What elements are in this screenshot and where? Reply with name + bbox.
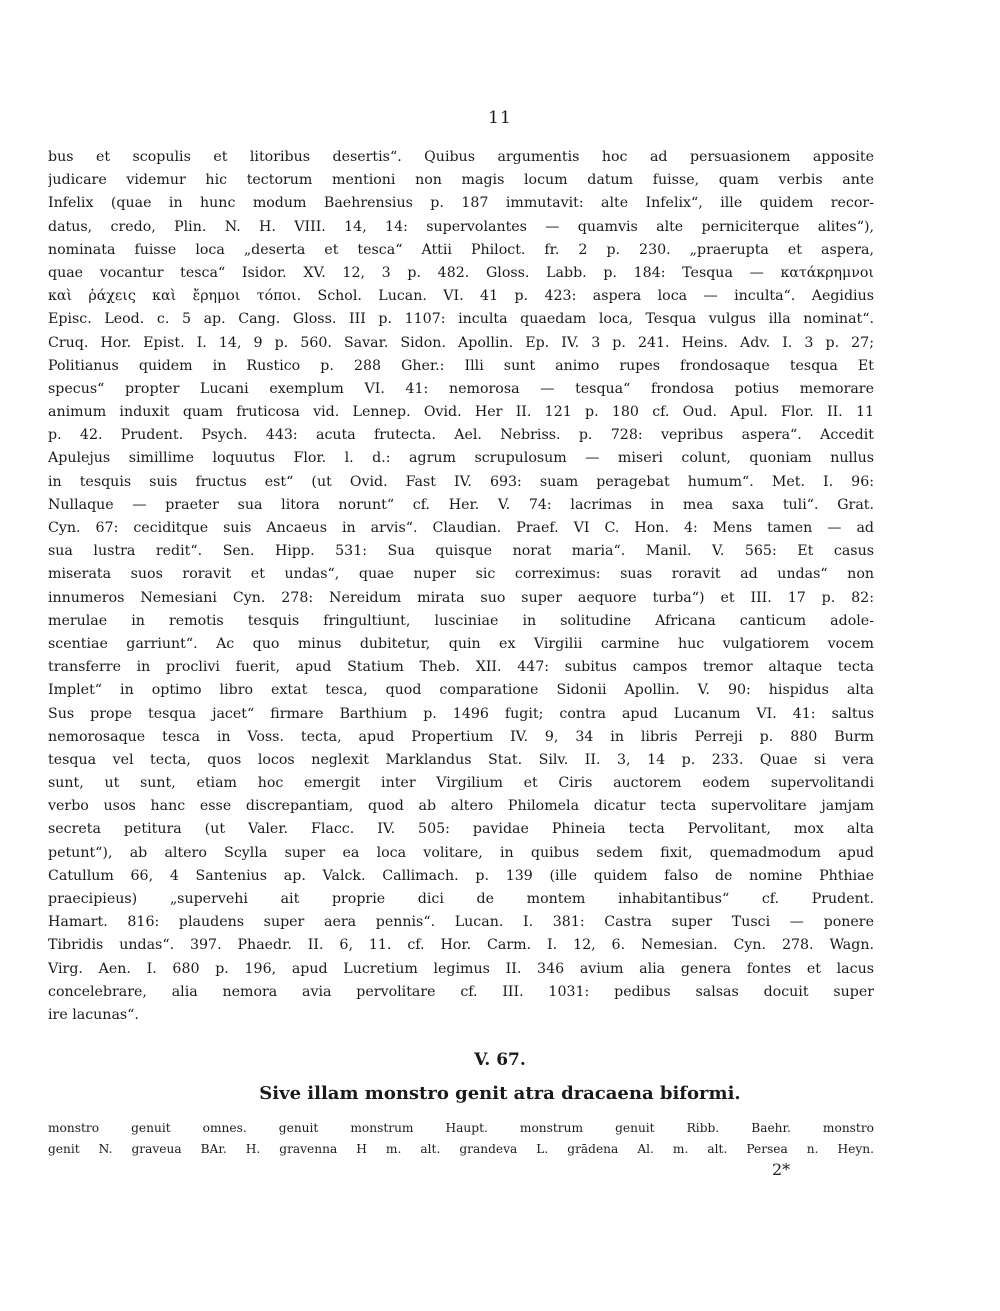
page-number: 11	[488, 108, 512, 128]
text-line: Cruq. Hor. Epist. I. 14, 9 p. 560. Savar. Sidon. Apollin. Ep. IV. 3 p. 241. Heins. Adv. I. 3 p. 27;	[48, 334, 874, 351]
text-line: Tibridis undas“. 397. Phaedr. II. 6, 11. cf. Hor. Carm. I. 12, 6. Nemesian. Cyn. 278. Wagn.	[48, 937, 874, 954]
apparatus-line: genit N. graveua BAr. H. gravenna H m. alt. grandeva L. grādena Al. m. alt. Persea n. Heyn.	[48, 1142, 874, 1156]
text-line: in tesquis suis fructus est“ (ut Ovid. Fast IV. 693: suam peragebat humum“. Met. I. 96:	[48, 473, 874, 490]
text-line: specus“ propter Lucani exemplum VI. 41: nemorosa — tesqua“ frondosa potius memorare	[48, 380, 874, 397]
text-line: nemorosaque tesca in Voss. tecta, apud Propertium IV. 9, 34 in libris Perreji p. 880 Burm	[48, 728, 874, 745]
text-line: secreta petitura (ut Valer. Flacc. IV. 505: pavidae Phineia tecta Pervolitant, mox alta	[48, 821, 874, 838]
text-line: sunt, ut sunt, etiam hoc emergit inter Virgilium et Ciris auctorem eodem supervolitandi	[48, 775, 874, 792]
text-line: praecipieus) „supervehi ait proprie dici de montem inhabitantibus“ cf. Prudent.	[48, 891, 874, 907]
text-line: nominata fuisse loca „deserta et tesca“ Attii Philoct. fr. 2 p. 230. „praerupta et aspera,	[48, 241, 874, 258]
critical-apparatus	[48, 1118, 874, 1160]
text-line: Hamart. 816: plaudens super aera pennis“. Lucan. I. 381: Castra super Tusci — ponere	[48, 914, 874, 931]
text-line: tesqua vel tecta, quos locos neglexit Marklandus Stat. Silv. II. 3, 14 p. 233. Quae si vera	[48, 751, 874, 768]
text-line: judicare videmur hic tectorum mentioni non magis locum datum fuisse, quam verbis ante	[48, 172, 874, 189]
text-line: Virg. Aen. I. 680 p. 196, apud Lucretium legimus II. 346 avium alia genera fontes et lacus	[48, 960, 874, 977]
text-line: Sus prope tesqua jacet“ firmare Barthium p. 1496 fugit; contra apud Lucanum VI. 41: saltus	[48, 705, 874, 722]
text-line: Cyn. 67: ceciditque suis Ancaeus in arvis“. Claudian. Praef. VI C. Hon. 4: Mens tamen — ad	[48, 520, 874, 536]
text-line: merulae in remotis tesquis fringultiunt, lusciniae in solitudine Africana canticum adole-	[48, 612, 874, 629]
text-line: Catullum 66, 4 Santenius ap. Valck. Callimach. p. 139 (ille quidem falso de nomine Phthiae	[48, 867, 874, 884]
text-line: miserata suos roravit et undas“, quae nuper sic correximus: suas roravit ad undas“ non	[48, 566, 874, 583]
text-line: καὶ ῥάχεις καὶ ἔρημοι τόποι. Schol. Lucan. VI. 41 p. 423: aspera loca — inculta“. Aegidius	[48, 288, 874, 305]
text-line: petunt“), ab altero Scylla super ea loca volitare, in quibus sedem fixit, quemadmodum apud	[48, 844, 874, 861]
text-line: Episc. Leod. c. 5 ap. Cang. Gloss. III p. 1107: inculta quaedam loca, Tesqua vulgus illa nominat“.	[48, 311, 874, 328]
text-line: transferre in proclivi fuerit, apud Statium Theb. XII. 447: subitus campos tremor altaque tecta	[48, 659, 874, 676]
text-line: animum induxit quam fruticosa vid. Lennep. Ovid. Her II. 121 p. 180 cf. Oud. Apul. Flor. II. 11	[48, 404, 874, 421]
text-line: p. 42. Prudent. Psych. 443: acuta frutecta. Ael. Nebriss. p. 728: vepribus aspera“. Accedit	[48, 427, 874, 444]
text-line: scentiae garriunt“. Ac quo minus dubitetur, quin ex Virgilii carmine huc vulgatiorem vocem	[48, 635, 874, 652]
text-line: Politianus quidem in Rustico p. 288 Gher.: Illi sunt animo rupes frondosaque tesqua Et	[48, 357, 874, 374]
verse-number: V. 67.	[474, 1050, 526, 1070]
apparatus-line: monstro genuit omnes. genuit monstrum Haupt. monstrum genuit Ribb. Baehr. monstro	[48, 1121, 874, 1135]
text-line: datus, credo, Plin. N. H. VIII. 14, 14: supervolantes — quamvis alte perniciterque alites“),	[48, 218, 874, 235]
text-line: Implet“ in optimo libro extat tesca, quod comparatione Sidonii Apollin. V. 90: hispidus alta	[48, 682, 874, 699]
text-line: Nullaque — praeter sua litora norunt“ cf. Her. V. 74: lacrimas in mea saxa tuli“. Grat.	[48, 496, 874, 513]
text-line: concelebrare, alia nemora avia pervolitare cf. III. 1031: pedibus salsas docuit super	[48, 983, 874, 1000]
text-line: quae vocantur tesca“ Isidor. XV. 12, 3 p. 482. Gloss. Labb. p. 184: Tesqua — κατάκρημνοι	[48, 264, 874, 281]
text-line: ire lacunas“.	[48, 1006, 139, 1023]
body-text	[48, 146, 874, 1027]
text-line: sua lustra redit“. Sen. Hipp. 531: Sua quisque norat maria“. Manil. V. 565: Et casus	[48, 543, 874, 560]
signature-mark: 2*	[772, 1160, 791, 1179]
text-line: bus et scopulis et litoribus desertis“. Quibus argumentis hoc ad persuasionem apposite	[48, 149, 874, 165]
text-line: innumeros Nemesiani Cyn. 278: Nereidum mirata suo super aequore turba“) et III. 17 p. 82:	[48, 589, 874, 606]
verse-title: Sive illam monstro genit atra dracaena biformi.	[259, 1083, 741, 1104]
text-line: verbo usos hanc esse discrepantiam, quod ab altero Philomela dicatur tecta supervolitare jamjam	[48, 798, 874, 815]
text-line: Infelix (quae in hunc modum Baehrensius p. 187 immutavit: alte Infelix“, ille quidem recor-	[48, 195, 874, 212]
text-line: Apulejus simillime loquutus Flor. l. d.: agrum scrupulosum — miseri colunt, quoniam nullus	[48, 450, 874, 467]
